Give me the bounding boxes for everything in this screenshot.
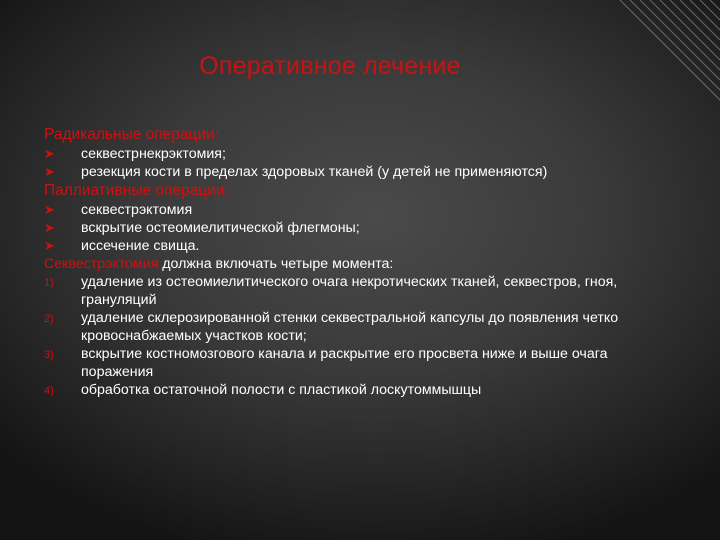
slide-content (44, 125, 644, 399)
slide-title: Оперативное лечение (199, 52, 461, 80)
list-item (44, 219, 644, 237)
list-item-text: вскрытие остеомиелитической флегмоны; (81, 220, 360, 236)
numbered-item (44, 309, 644, 345)
step-number: 3) (44, 349, 54, 361)
list-item-text: резекция кости в пределах здоровых тканей (у детей не применяются) (81, 164, 548, 180)
step-number: 2) (44, 313, 54, 325)
numbered-item (44, 345, 644, 381)
arrow-bullet-icon: ➤ (44, 146, 55, 161)
step-number: 4) (44, 385, 54, 397)
arrow-bullet-icon: ➤ (44, 164, 55, 179)
numbered-item (44, 381, 644, 399)
list-item-text: секвестрнекрэктомия; (81, 146, 226, 162)
palliative-heading: Паллиативные операции: (44, 182, 229, 199)
list-item-text: секвестрэктомия (81, 202, 193, 218)
radical-heading: Радикальные операции: (44, 126, 220, 143)
arrow-bullet-icon: ➤ (44, 220, 55, 235)
step-text: вскрытие костномозгового канала и раскрытие его просвета ниже и выше очага поражения (81, 346, 608, 380)
sequestrectomy-line (44, 255, 644, 273)
step-text: удаление склерозированной стенки секвестральной капсулы до появления четко кровоснабжаемых участков кости; (81, 310, 619, 344)
numbered-item (44, 273, 644, 309)
sequestrectomy-term: Секвестрэктомия (44, 256, 159, 272)
list-item (44, 145, 644, 163)
arrow-bullet-icon: ➤ (44, 238, 55, 253)
list-item-text: иссечение свища. (81, 238, 200, 254)
step-number: 1) (44, 277, 54, 289)
sequestrectomy-rest: должна включать четыре момента: (158, 256, 394, 272)
list-item (44, 163, 644, 181)
step-text: обработка остаточной полости с пластикой лоскутоммышцы (81, 382, 482, 398)
list-item (44, 201, 644, 219)
list-item (44, 237, 644, 255)
arrow-bullet-icon: ➤ (44, 202, 55, 217)
step-text: удаление из остеомиелитического очага некротических тканей, секвестров, гноя, грануляций (81, 274, 618, 308)
